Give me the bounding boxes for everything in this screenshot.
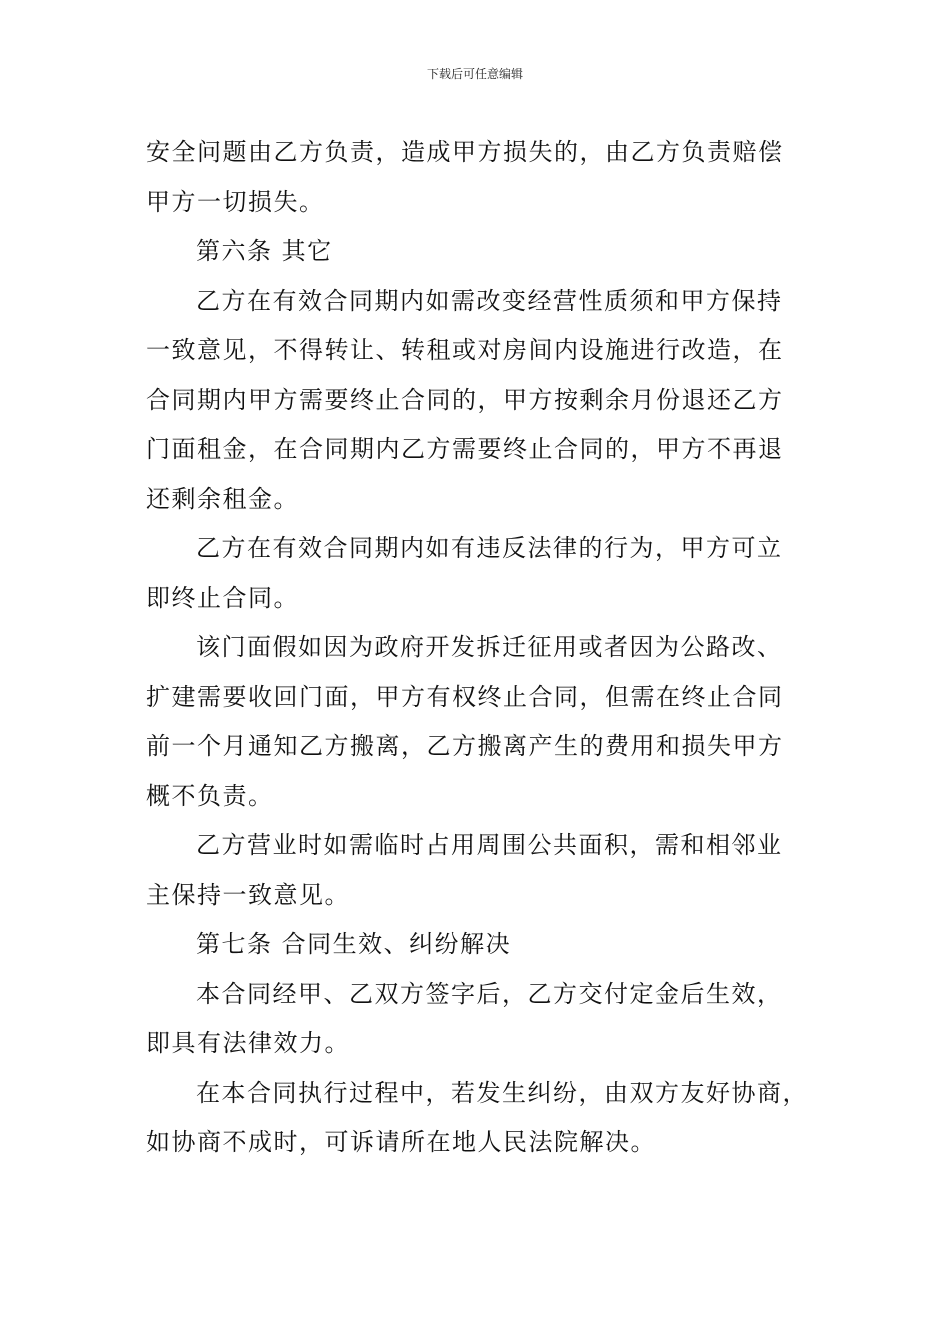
paragraph-public-area [146, 821, 806, 920]
text-line: 即终止合同。 [146, 583, 299, 612]
text-line: 安全问题由乙方负责，造成甲方损失的，由乙方负责赔偿 [146, 138, 784, 166]
text-line: 主保持一致意见。 [146, 880, 350, 909]
text-line: 乙方营业时如需临时占用周围公共面积，需和相邻业 [196, 831, 783, 859]
text-line: 一致意见，不得转让、转租或对房间内设施进行改造，在 [146, 336, 784, 364]
page-header-note: 下载后可任意编辑 [426, 67, 523, 81]
text-line: 即具有法律效力。 [146, 1029, 350, 1057]
section-heading-article-7: 第七条 合同生效、纠纷解决 [196, 930, 512, 958]
paragraph-law-violation [146, 524, 806, 623]
paragraph-demolition [146, 623, 806, 821]
text-line: 还剩余租金。 [146, 484, 299, 513]
text-line: 乙方在有效合同期内如有违反法律的行为，甲方可立 [196, 534, 783, 562]
text-line: 该门面假如因为政府开发拆迁征用或者因为公路改、 [196, 633, 783, 661]
text-line: 在本合同执行过程中，若发生纠纷，由双方友好协商， [196, 1078, 808, 1107]
text-line: 如协商不成时，可诉请所在地人民法院解决。 [146, 1128, 656, 1156]
section-heading-article-6: 第六条 其它 [196, 237, 333, 265]
text-line: 甲方一切损失。 [146, 187, 325, 216]
paragraph-safety-liability [146, 128, 806, 227]
paragraph-business-change [146, 277, 806, 525]
paragraph-effectiveness [146, 970, 806, 1069]
text-line: 门面租金，在合同期内乙方需要终止合同的，甲方不再退 [146, 435, 784, 463]
document-body [146, 128, 806, 1168]
text-line: 概不负责。 [146, 781, 274, 810]
text-line: 前一个月通知乙方搬离，乙方搬离产生的费用和损失甲方 [146, 732, 784, 760]
text-line: 扩建需要收回门面，甲方有权终止合同，但需在终止合同 [146, 682, 784, 711]
text-line: 合同期内甲方需要终止合同的，甲方按剩余月份退还乙方 [146, 385, 784, 414]
text-line: 乙方在有效合同期内如需改变经营性质须和甲方保持 [196, 286, 783, 315]
paragraph-dispute-resolution [146, 1069, 806, 1168]
text-line: 本合同经甲、乙双方签字后，乙方交付定金后生效， [196, 979, 783, 1008]
